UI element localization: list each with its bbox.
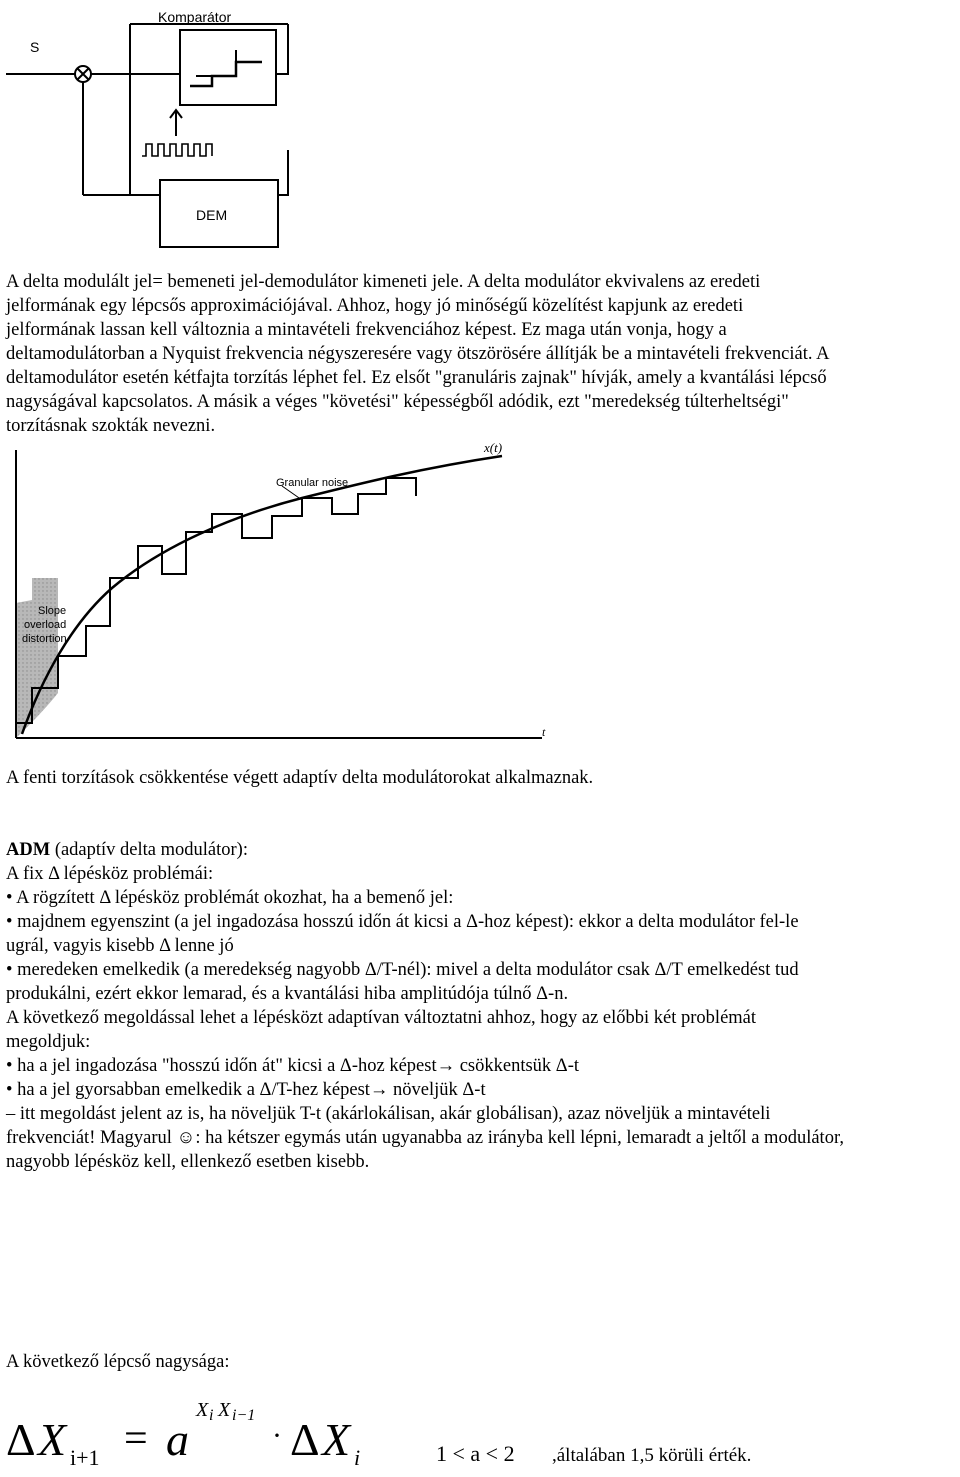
adaptive-sentence: A fenti torzítások csökkentése végett adaptív delta modulátorokat alkalmaznak. bbox=[6, 768, 594, 788]
eq-delta-2: Δ bbox=[290, 1414, 320, 1465]
eq-dot: · bbox=[272, 1419, 282, 1452]
dem-label: DEM bbox=[196, 207, 228, 223]
eq-X-1: X bbox=[38, 1414, 67, 1465]
eq-sub-i-plus-1: i+1 bbox=[70, 1445, 100, 1470]
adm-line-11: – itt megoldást jelent az is, ha növeljük T-t (akárlokálisan, akár globálisan), azaz növeljük a mintavételi bbox=[6, 1104, 771, 1124]
input-label: S bbox=[30, 39, 40, 55]
granular-noise-label: Granular noise bbox=[276, 477, 349, 489]
eq-sub-i: i bbox=[354, 1445, 361, 1470]
intro-line-5: deltamodulátor esetén kétfajta torzítás léphet fel. Ez elsőt "granuláris zajnak" hívják, amely a kvantálási lépcső bbox=[6, 368, 827, 388]
adm-line-2: • A rögzített Δ lépésköz problémát okozhat, ha a bemenő jel: bbox=[6, 888, 454, 908]
adm-line-3: • majdnem egyenszint (a jel ingadozása hosszú időn át kicsi a Δ-hoz képest): ekkor a delta modulátor fel-le bbox=[6, 912, 799, 932]
eq-delta-1: Δ bbox=[6, 1414, 36, 1465]
eq-equals: = bbox=[124, 1416, 148, 1462]
signal-curve bbox=[22, 456, 502, 734]
adm-line-4: ugrál, vagyis kisebb Δ lenne jó bbox=[6, 936, 234, 956]
slope-label-2: overload bbox=[24, 619, 67, 631]
adm-line-8: megoldjuk: bbox=[6, 1032, 91, 1052]
intro-line-1: A delta modulált jel= bemeneti jel-demodulátor kimeneti jele. A delta modulátor ekvivalens az eredeti bbox=[6, 272, 761, 292]
comparator-label: Komparátor bbox=[158, 9, 232, 25]
eq-exp-i-minus-1: i−1 bbox=[232, 1407, 256, 1424]
adm-line-13: nagyobb lépésköz kell, ellenkező esetben kisebb. bbox=[6, 1152, 370, 1172]
adm-line-6: produkálni, ezért ekkor lemarad, és a kvantálási hiba amplitúdója túlnő Δ-n. bbox=[6, 984, 569, 1004]
staircase-approximation bbox=[16, 478, 416, 738]
eq-exp-i: i bbox=[209, 1407, 214, 1424]
eq-X-2: X bbox=[322, 1414, 351, 1465]
eq-exp-X1: X bbox=[196, 1399, 209, 1421]
comparator-box bbox=[180, 30, 276, 105]
slope-label-1: Slope bbox=[38, 605, 67, 617]
adm-line-1: A fix Δ lépésköz problémái: bbox=[6, 864, 214, 884]
delta-modulator-block-diagram bbox=[0, 0, 290, 255]
intro-line-6: nagyságával kapcsolatos. A másik a véges "követési" képességből adódik, ezt "meredekség túlterheltségi" bbox=[6, 392, 789, 412]
eq-exp-X2: X bbox=[218, 1399, 231, 1421]
adm-line-7: A következő megoldással lehet a lépésközt adaptívan változtatni ahhoz, hogy az előbbi két problémát bbox=[6, 1008, 757, 1028]
adm-line-5: • meredeken emelkedik (a meredekség nagyobb Δ/T-nél): mivel a delta modulátor csak Δ/T emelkedést tud bbox=[6, 960, 799, 980]
eq-condition: 1 < a < 2 bbox=[436, 1441, 515, 1466]
next-step-label: A következő lépcső nagysága: bbox=[6, 1352, 230, 1372]
delta-modulation-distortion-figure bbox=[2, 438, 564, 744]
adm-line-12: frekvenciát! Magyarul ☺: ha kétszer egymás után ugyanabba az irányba kell lépni, lemaradt a jeltől a modulátor, bbox=[6, 1128, 844, 1148]
adm-line-9: • ha a jel ingadozása "hosszú időn át" kicsi a Δ-hoz képest→ csökkentsük Δ-t bbox=[6, 1056, 579, 1076]
eq-a: a bbox=[166, 1414, 189, 1465]
adm-abbrev: ADM bbox=[6, 840, 51, 860]
intro-line-7: torzításnak szokták nevezni. bbox=[6, 416, 216, 436]
adm-section bbox=[6, 838, 956, 1174]
signal-label: x(t) bbox=[484, 440, 503, 455]
slope-overload-region bbox=[16, 578, 58, 738]
adm-heading bbox=[6, 838, 956, 862]
t-axis-label: t bbox=[542, 725, 546, 739]
intro-line-3: jelformának lassan kell változnia a mintavételi frekvenciához képest. Ez maga után vonja, hogy a bbox=[6, 320, 727, 340]
adm-line-10: • ha a jel gyorsabban emelkedik a Δ/T-hez képest→ növeljük Δ-t bbox=[6, 1080, 486, 1100]
slope-label-3: distortion bbox=[22, 633, 67, 645]
intro-line-2: jelformának egy lépcsős approximációjával. Ahhoz, hogy jó minőségű közelítést kapjunk az eredeti bbox=[6, 296, 744, 316]
clock-pulse-train bbox=[142, 144, 212, 156]
intro-line-4: deltamodulátorban a Nyquist frekvencia négyszeresére vagy ötszörösére állítják be a mintavételi frekvenciát. A bbox=[6, 344, 830, 364]
adm-heading-rest: (adaptív delta modulátor): bbox=[50, 840, 248, 860]
intro-paragraph bbox=[6, 270, 956, 438]
step-equation bbox=[6, 1399, 956, 1475]
eq-note: ,általában 1,5 körüli érték. bbox=[552, 1445, 752, 1466]
